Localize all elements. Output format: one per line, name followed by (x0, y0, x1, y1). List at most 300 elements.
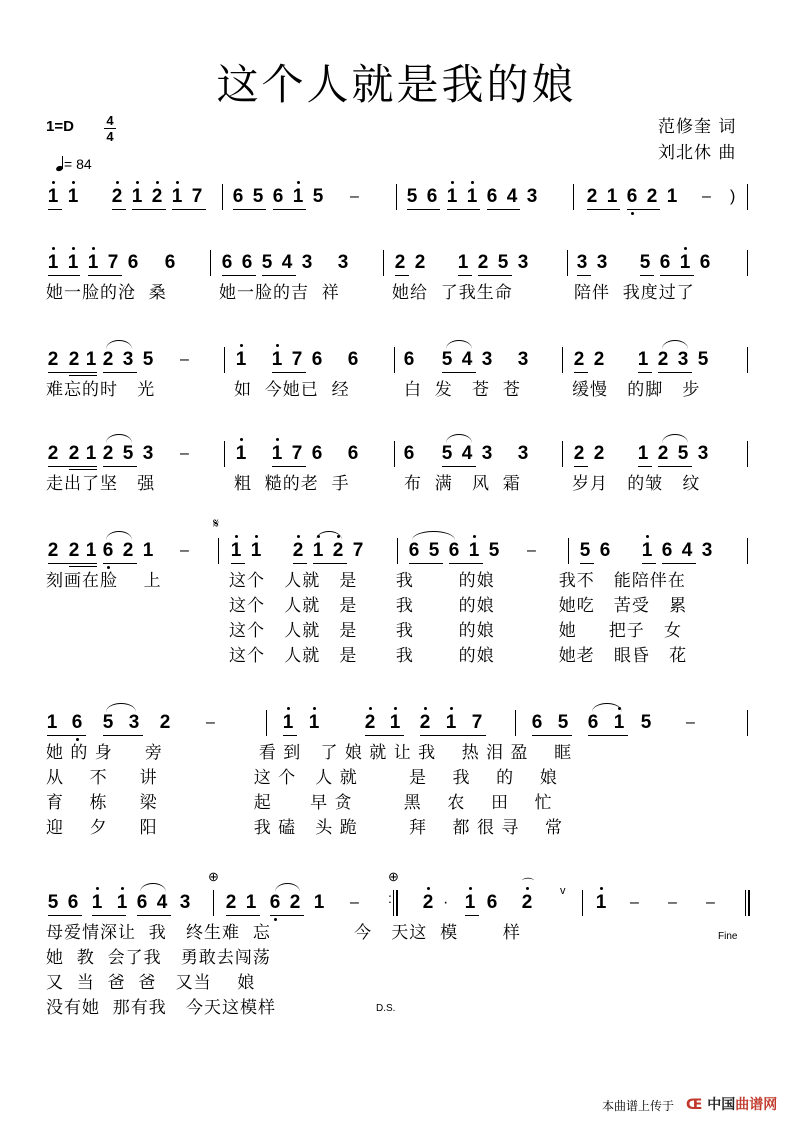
note: 2 (150, 187, 164, 207)
beam-underline (660, 275, 694, 276)
note: 6 (659, 252, 671, 273)
note: 6 (347, 443, 359, 464)
note: 6 (127, 252, 139, 273)
beam-underline (532, 735, 572, 736)
dash-mark: ) (730, 188, 736, 205)
note: 6 (311, 443, 323, 464)
slur (275, 883, 300, 892)
beam-underline (449, 563, 483, 564)
note: 1 (637, 443, 649, 464)
composer-credit: 刘北休 曲 (658, 143, 737, 163)
note: 6 (136, 892, 148, 913)
lyric-line: 刻画在脸 上 (46, 571, 162, 591)
note: 2 (363, 713, 377, 733)
beam-underline (638, 372, 652, 373)
note: 2 (477, 252, 489, 273)
tempo-marking (56, 156, 92, 172)
beam-underline (446, 735, 486, 736)
beam-underline (662, 563, 696, 564)
barline (747, 250, 748, 276)
note: 5 (640, 712, 652, 733)
note: 2 (102, 443, 114, 464)
slur (592, 703, 622, 712)
slur (316, 531, 342, 540)
lyric-line: 陪伴 我度过了 (574, 283, 695, 303)
beam-underline (574, 372, 588, 373)
coda-icon: ⊕ (208, 869, 219, 884)
note: 2 (646, 186, 658, 207)
beam-underline (48, 209, 62, 210)
barline (218, 538, 219, 564)
barline (567, 250, 568, 276)
note: 6 (408, 540, 420, 561)
slur (662, 434, 688, 443)
note: 2 (573, 349, 585, 370)
note: 6 (448, 540, 460, 561)
note: 2 (110, 187, 124, 207)
beam-underline (226, 915, 260, 916)
upload-credit: 本曲谱上传于 (602, 1099, 675, 1113)
dash-mark: – (180, 445, 189, 462)
note: 5 (497, 252, 509, 273)
note: 3 (517, 252, 529, 273)
dash-mark: – (350, 894, 359, 911)
beam-underline (365, 735, 404, 736)
note: 1 (46, 187, 60, 207)
barline (210, 250, 211, 276)
time-signature (104, 114, 116, 143)
note: 1 (229, 541, 243, 561)
beam-underline (112, 209, 126, 210)
note: 2 (291, 541, 305, 561)
beam-underline (642, 563, 656, 564)
beam-underline (48, 275, 80, 276)
breath-mark-icon: v (560, 885, 566, 897)
high-octave-dot (369, 707, 372, 710)
beam-underline (588, 735, 628, 736)
repeat-end-barline (393, 890, 394, 916)
note: 1 (457, 252, 469, 273)
lyric-line: 她 教 会了我 勇敢去闯荡 (46, 948, 271, 968)
beam-underline (103, 372, 137, 373)
note: 1 (270, 444, 284, 464)
note: 1 (85, 443, 97, 464)
note: 3 (337, 252, 349, 273)
barline (396, 184, 397, 210)
note: 3 (526, 186, 538, 207)
note: 6 (311, 349, 323, 370)
note: 1 (444, 713, 458, 733)
lyric-line: 这个 人就 是 我 的娘 她吃 苦受 累 (229, 596, 688, 616)
high-octave-dot (450, 707, 453, 710)
slur (662, 340, 688, 349)
barline (568, 538, 569, 564)
note: 4 (461, 443, 473, 464)
note: 7 (291, 443, 303, 464)
note: 3 (517, 349, 529, 370)
note: 1 (307, 713, 321, 733)
dash-mark: – (706, 894, 715, 911)
note: 2 (593, 349, 605, 370)
barline (562, 347, 563, 373)
high-octave-dot (136, 181, 139, 184)
beam-underline (233, 209, 266, 210)
note: 5 (579, 540, 591, 561)
note: 1 (234, 444, 248, 464)
note: 5 (428, 540, 440, 561)
note: 2 (289, 892, 301, 913)
note: 2 (520, 893, 534, 913)
dash-mark: – (702, 188, 711, 205)
note: 6 (221, 252, 233, 273)
note: 2 (394, 252, 406, 273)
slur (106, 434, 132, 443)
beam-underline (577, 275, 591, 276)
beam-underline (88, 275, 122, 276)
beam-underline (658, 372, 692, 373)
note: 2 (657, 349, 669, 370)
beam-underline (487, 209, 520, 210)
note: 6 (403, 443, 415, 464)
note: 2 (573, 443, 585, 464)
note: 5 (102, 712, 114, 733)
coda-icon: ⊕ (388, 869, 399, 884)
note: 1 (463, 893, 477, 913)
low-octave-dot (631, 212, 634, 215)
high-octave-dot (313, 707, 316, 710)
note: 5 (312, 186, 324, 207)
key-signature: 1=D (46, 118, 74, 135)
note: 1 (86, 253, 100, 273)
beam-underline (48, 915, 82, 916)
beam-underline (132, 209, 166, 210)
beam-underline (658, 466, 692, 467)
barline (213, 890, 214, 916)
note: 3 (697, 443, 709, 464)
tempo-value: = 84 (64, 156, 92, 172)
note: 3 (596, 252, 608, 273)
note: 5 (557, 712, 569, 733)
high-octave-dot (276, 344, 279, 347)
lyric-line: 布 满 风 霜 (404, 474, 521, 494)
dash-mark: – (527, 542, 536, 559)
note: 1 (388, 713, 402, 733)
high-octave-dot (72, 181, 75, 184)
note: 5 (406, 186, 418, 207)
note: 1 (594, 893, 608, 913)
note: 3 (677, 349, 689, 370)
high-octave-dot (255, 535, 258, 538)
note: 2 (593, 443, 605, 464)
beam-underline (313, 563, 347, 564)
note: 4 (681, 540, 693, 561)
song-title: 这个人就是我的娘 (216, 60, 577, 109)
lyric-line: 粗 糙的老 手 (234, 474, 350, 494)
lyricist-credit: 范修奎 词 (658, 117, 737, 137)
note: 1 (46, 253, 60, 273)
final-barline (745, 890, 746, 916)
high-octave-dot (646, 535, 649, 538)
beam-underline (103, 735, 143, 736)
beam-underline (272, 372, 306, 373)
lyric-line: 从 不 讲 这 个 人 就 是 我 的 娘 (46, 768, 558, 788)
high-octave-dot (427, 887, 430, 890)
beam-underline (283, 735, 297, 736)
note: 7 (291, 349, 303, 370)
note: 6 (67, 892, 79, 913)
slur (106, 340, 132, 349)
dash-mark: – (180, 351, 189, 368)
beam-underline (103, 466, 137, 467)
note: 1 (90, 893, 104, 913)
dash-mark: – (686, 714, 695, 731)
note: 6 (486, 892, 498, 913)
barline (222, 184, 223, 210)
note: 2 (47, 349, 59, 370)
site-logo (686, 1094, 777, 1114)
note: 1 (465, 187, 479, 207)
note: 1 (115, 893, 129, 913)
beam-underline (137, 915, 171, 916)
note: 6 (587, 712, 599, 733)
note: 6 (531, 712, 543, 733)
note: 1 (249, 541, 263, 561)
note: 5 (639, 252, 651, 273)
lyric-line: 没有她 那有我 今天这模样 (46, 998, 277, 1018)
barline (383, 250, 384, 276)
beam-underline (231, 563, 245, 564)
note: 1 (85, 540, 97, 561)
note: 6 (101, 541, 115, 561)
note: 4 (281, 252, 293, 273)
credits (658, 114, 736, 166)
note: 1 (666, 186, 678, 207)
note: 1 (612, 713, 626, 733)
beam-underline (478, 275, 512, 276)
high-octave-dot (52, 247, 55, 250)
lyric-line: 走出了坚 强 (46, 474, 156, 494)
note: 2 (122, 540, 134, 561)
beam-underline (262, 275, 296, 276)
high-octave-dot (471, 181, 474, 184)
note: 6 (403, 349, 415, 370)
high-octave-dot (297, 181, 300, 184)
note: 2 (414, 252, 426, 273)
note: 1 (291, 187, 305, 207)
note: 3 (517, 443, 529, 464)
note: 1 (142, 540, 154, 561)
beam-underline (293, 563, 307, 564)
note: 2 (68, 349, 80, 370)
note: 6 (661, 540, 673, 561)
high-octave-dot (684, 247, 687, 250)
note: 6 (625, 187, 639, 207)
barline (394, 347, 395, 373)
beam-underline (222, 275, 256, 276)
lyric-line: 缓慢 的脚 步 (572, 380, 701, 400)
high-octave-dot (469, 887, 472, 890)
logo-icon: Œ (686, 1097, 703, 1113)
beam-underline (447, 209, 480, 210)
beam-underline (272, 466, 306, 467)
beam-underline (442, 372, 476, 373)
note: 1 (637, 349, 649, 370)
beam-underline (465, 915, 479, 916)
high-octave-dot (600, 887, 603, 890)
dash-mark: – (180, 542, 189, 559)
note: 6 (272, 186, 284, 207)
barline (573, 184, 574, 210)
note: 2 (586, 186, 598, 207)
note: 2 (47, 443, 59, 464)
note: 1 (66, 253, 80, 273)
note: 2 (418, 713, 432, 733)
slur (106, 531, 132, 540)
note: 6 (70, 713, 84, 733)
dash-mark: – (668, 894, 677, 911)
barline (394, 441, 395, 467)
note: 3 (481, 443, 493, 464)
beam-underline (69, 563, 97, 564)
beam-underline (69, 466, 97, 467)
note: 7 (352, 540, 364, 561)
high-octave-dot (116, 181, 119, 184)
note: 1 (245, 892, 257, 913)
beam-underline (395, 275, 409, 276)
dash-mark: – (206, 714, 215, 731)
note: 3 (128, 712, 140, 733)
high-octave-dot (240, 344, 243, 347)
beam-underline-double (69, 375, 97, 376)
beam-underline (69, 372, 97, 373)
high-octave-dot (297, 535, 300, 538)
note: 6 (486, 186, 498, 207)
note: 5 (488, 540, 500, 561)
note: 1 (281, 713, 295, 733)
note: 5 (122, 443, 134, 464)
beam-underline (409, 563, 443, 564)
note: 4 (506, 186, 518, 207)
beam-underline (103, 563, 137, 564)
beam-underline (638, 466, 652, 467)
fine-label: Fine (718, 931, 738, 942)
beam-underline (640, 275, 654, 276)
high-octave-dot (240, 438, 243, 441)
high-octave-dot (92, 247, 95, 250)
note: 3 (179, 892, 191, 913)
note: 1 (234, 350, 248, 370)
high-octave-dot (287, 707, 290, 710)
note: 6 (599, 540, 611, 561)
note: 5 (252, 186, 264, 207)
low-octave-dot (274, 918, 277, 921)
note: 6 (241, 252, 253, 273)
lyric-line: 如 今她已 经 (234, 380, 350, 400)
repeat-end-barline-thick (396, 890, 398, 916)
high-octave-dot (451, 181, 454, 184)
note: 1 (445, 187, 459, 207)
high-octave-dot (424, 707, 427, 710)
note: 2 (225, 892, 237, 913)
beam-underline-double (69, 566, 97, 567)
high-octave-dot (276, 438, 279, 441)
lyric-line: 她给 了我生命 (392, 283, 513, 303)
segno-icon: 𝄋 (213, 515, 220, 531)
note: 6 (699, 252, 711, 273)
barline (224, 441, 225, 467)
quarter-note-icon (56, 157, 64, 171)
barline (224, 347, 225, 373)
high-octave-dot (176, 181, 179, 184)
low-octave-dot (76, 738, 79, 741)
note: 2 (331, 541, 345, 561)
lyric-line: 白 发 苍 苍 (404, 380, 521, 400)
beam-underline (442, 466, 476, 467)
barline (747, 710, 748, 736)
lyric-line: 她 的 身 旁 看 到 了 娘 就 让 我 热 泪 盈 眶 (46, 743, 573, 763)
note: 3 (701, 540, 713, 561)
beam-underline (574, 466, 588, 467)
note: 1 (640, 541, 654, 561)
barline (747, 538, 748, 564)
lyric-line: 她一脸的吉 祥 (219, 283, 340, 303)
note: 2 (159, 712, 171, 733)
time-signature-top: 4 (106, 113, 114, 128)
note: 6 (268, 893, 282, 913)
beam-underline (172, 209, 206, 210)
note: 4 (156, 892, 168, 913)
note: 2 (68, 540, 80, 561)
note: 1 (130, 187, 144, 207)
high-octave-dot (72, 247, 75, 250)
note: 3 (142, 443, 154, 464)
lyric-line: 这个 人就 是 我 的娘 她老 眼昏 花 (229, 646, 688, 666)
barline (582, 890, 583, 916)
barline (515, 710, 516, 736)
slur (446, 434, 472, 443)
dash-mark: – (350, 188, 359, 205)
note: 1 (46, 712, 58, 733)
note: 5 (441, 349, 453, 370)
lyric-line: 她一脸的沧 桑 (46, 283, 167, 303)
low-octave-dot (107, 566, 110, 569)
note: 1 (311, 541, 325, 561)
slur (446, 340, 472, 349)
beam-underline (92, 915, 126, 916)
barline (397, 538, 398, 564)
beam-underline (627, 209, 660, 210)
beam-underline (458, 275, 472, 276)
beam-underline (580, 563, 594, 564)
note: 2 (102, 349, 114, 370)
beam-underline-double (69, 469, 97, 470)
note: 1 (606, 186, 618, 207)
barline (747, 441, 748, 467)
beam-underline (270, 915, 304, 916)
note: 6 (232, 186, 244, 207)
note: 2 (421, 893, 435, 913)
slur (140, 883, 166, 892)
note: 5 (441, 443, 453, 464)
note: 1 (170, 187, 184, 207)
note: 3 (481, 349, 493, 370)
barline (747, 184, 748, 210)
note: 1 (270, 350, 284, 370)
lyric-line: 这个 人就 是 我 的娘 她 把子 女 (229, 621, 682, 641)
barline (747, 347, 748, 373)
high-octave-dot (96, 887, 99, 890)
lyric-line: 母爱情深让 我 终生难 忘 今 天这 模 样 (46, 923, 521, 943)
